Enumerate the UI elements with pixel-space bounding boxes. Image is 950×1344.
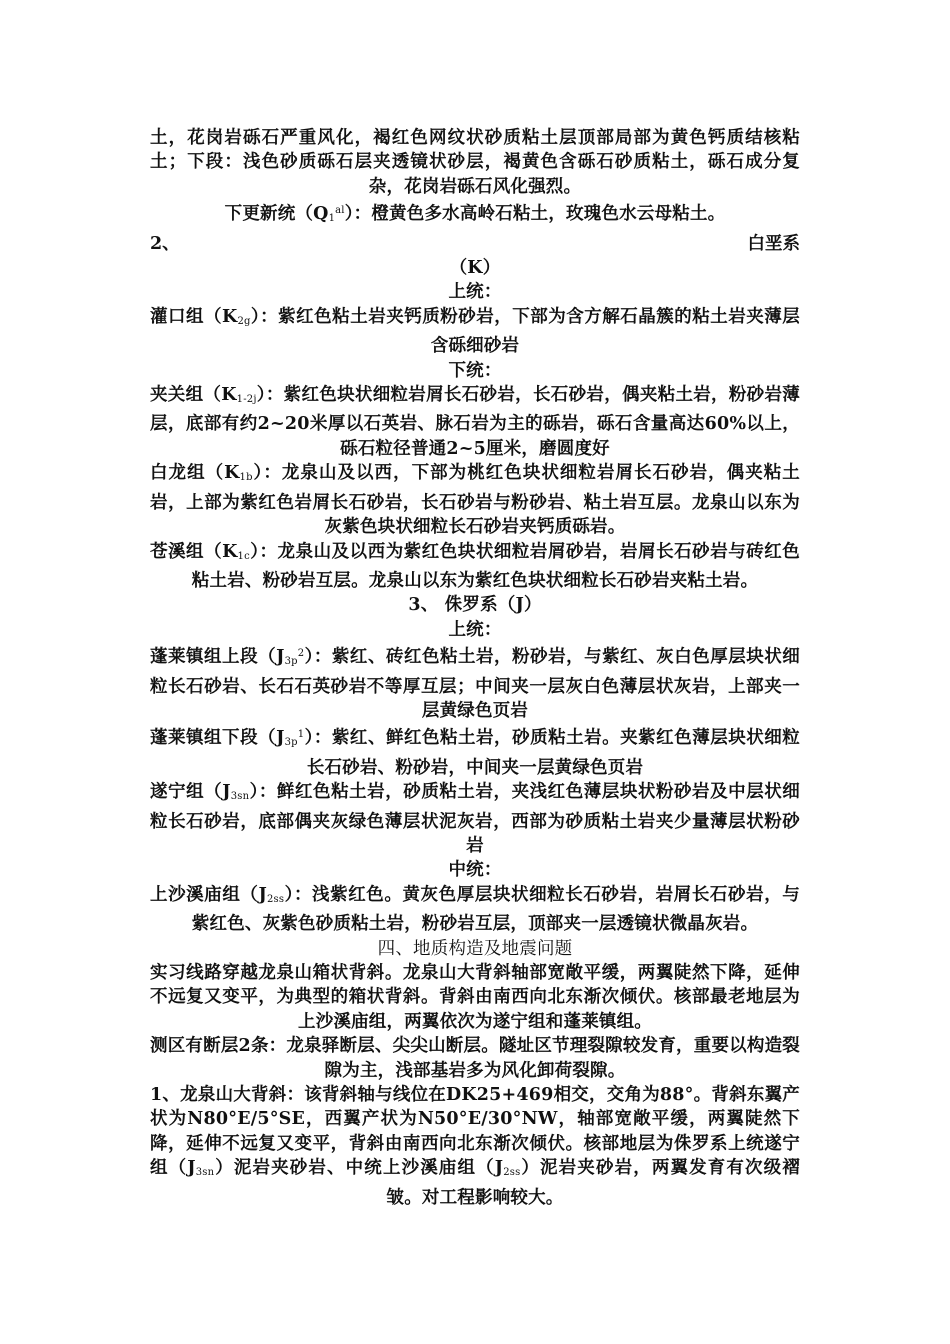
subheading-upper-series-2: 上统：	[448, 619, 502, 640]
subheading-upper-series-1: 上统：	[448, 282, 502, 303]
paragraph-quaternary-cont: 土，花岗岩砾石严重风化，褐红色网纹状砂质粘土层顶部局部为黄色钙质结核粘土；下段：浅色砂质砾石层夹透镜状砂层，褐黄色含砾石砂质粘土，砾石成分复杂，花岗岩砾石风化强烈。	[150, 128, 800, 197]
heading-name: 白垩系	[747, 233, 800, 254]
subheading-lower-series: 下统：	[448, 360, 502, 381]
paragraph-jiaguan: 夹关组$(K_{1-2j})$：紫红色块状细粒岩屑长石砂岩，长石砂岩，偶夹粘土岩，粉砂岩薄层，底部有约2~20米厚以石英岩、脉石岩为主的砾岩，砾石含量高达60%以上，砾石粒径普通2~5厘米，磨圆度好	[150, 385, 800, 459]
paragraph-cangxi: 苍溪组$(K_{1c})$：龙泉山及以西为紫红色块状细粒岩屑砂岩，岩屑长石砂岩与砖红色粘土岩、粉砂岩互层。龙泉山以东为紫红色块状细粒长石砂岩夹粘土岩。	[150, 541, 800, 591]
paragraph-faults: 测区有断层2条：龙泉驿断层、尖尖山断层。隧址区节理裂隙较发育，重要以构造裂隙为主，浅部基岩多为风化卸荷裂隙。	[150, 1036, 800, 1081]
paragraph-anticline-intro: 实习线路穿越龙泉山箱状背斜。龙泉山大背斜轴部宽敞平缓，两翼陡然下降，延伸不远复又变平，为典型的箱状背斜。背斜由南西向北东渐次倾伏。核部最老地层为上沙溪庙组，两翼依次为遂宁组和蓬莱镇组。	[150, 963, 800, 1032]
heading-number: 2、	[150, 233, 180, 254]
heading-cretaceous-code: （K）	[449, 258, 501, 279]
section-title-structure: 四、地质构造及地震问题	[377, 938, 573, 959]
paragraph-lower-pleistocene: 下更新统$(Q_1^{al})$：橙黄色多水高岭石粘土，玫瑰色水云母粘土。	[224, 204, 726, 225]
paragraph-bailong: 白龙组$(K_{1b})$：龙泉山及以西，下部为桃红色块状细粒岩屑长石砂岩，偶夹粘土岩，上部为紫红色岩屑长石砂岩，长石砂岩与粉砂岩、粘土岩互层。龙泉山以东为灰紫色块状细粒长石砂岩夹钙质砾岩。	[150, 463, 800, 538]
paragraph-suining: 遂宁组$(J_{3sn})$：鲜红色粘土岩，砂质粘土岩，夹浅红色薄层块状粉砂岩及中层状细粒长石砂岩，底部偶夹灰绿色薄层状泥灰岩，西部为砂质粘土岩夹少量薄层状粉砂岩	[150, 782, 801, 856]
paragraph-penglaizhen-upper: 蓬莱镇组上段$(J_{3p}^2)$：紫红、砖红色粘土岩，粉砂岩，与紫红、灰白色厚层块状细粒长石砂岩、长石石英砂岩不等厚互层；中间夹一层灰白色薄层状灰岩，上部夹一层黄绿色页岩	[150, 647, 800, 721]
paragraph-guankou: 灌口组$(K_{2g})$：紫红色粘土岩夹钙质粉砂岩，下部为含方解石晶簇的粘土岩夹薄层含砾细砂岩	[150, 306, 800, 357]
paragraph-shangshaximiao: 上沙溪庙组$(J_{2ss})$：浅紫红色。黄灰色厚层块状细粒长石砂岩，岩屑长石砂岩，与紫红色、灰紫色砂质粘土岩，粉砂岩互层，顶部夹一层透镜状微晶灰岩。	[150, 884, 800, 935]
heading-jurassic: 3、 侏罗系（J）	[408, 595, 542, 616]
heading-cretaceous	[150, 232, 800, 256]
subheading-middle-series: 中统：	[448, 860, 502, 881]
document-page	[150, 126, 800, 1210]
paragraph-penglaizhen-lower: 蓬莱镇组下段$(J_{3p}^1)$：紫红、鲜红色粘土岩，砂质粘土岩。夹紫红色薄层块状细粒长石砂岩、粉砂岩，中间夹一层黄绿色页岩	[150, 728, 800, 778]
paragraph-longquanshan-anticline: 1、龙泉山大背斜：该背斜轴与线位在DK25+469相交，交角为88°。背斜东翼产状为N80°E/5°SE，西翼产状为N50°E/30°NW，轴部宽敞平缓，两翼陡然下降，延伸不远复又变平，背斜由南西向北东渐次倾伏。核部地层为侏罗系上统遂宁组$(J_{3sn})$泥岩夹砂岩、中统上沙溪庙组$(J_{2ss})$泥岩夹砂岩，两翼发育有次级褶皱。对工程影响较大。	[150, 1085, 800, 1208]
